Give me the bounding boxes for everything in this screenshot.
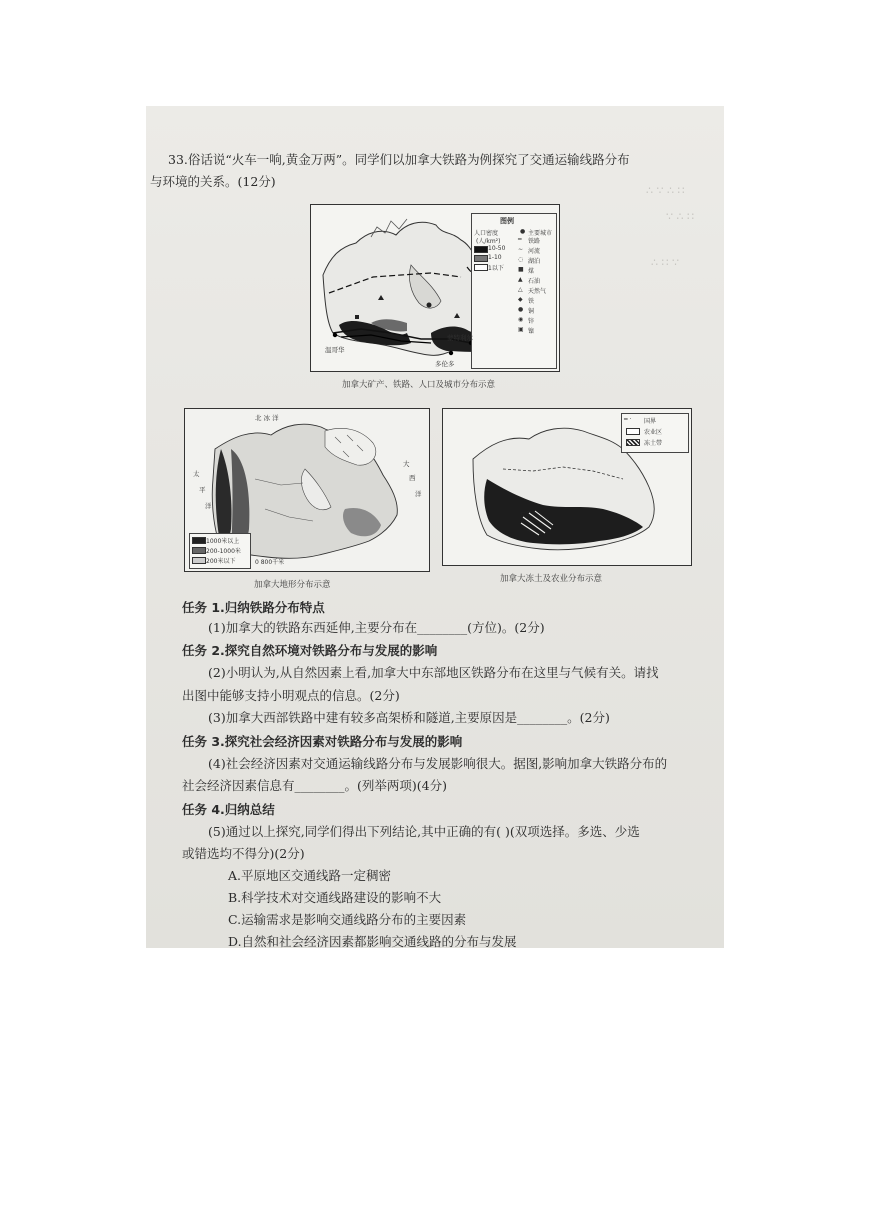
oil-icon: ▲	[518, 276, 523, 283]
sea-label-arctic: 北 冰 洋	[255, 414, 279, 422]
task2-title: 任务 2.探究自然环境对铁路分布与发展的影响	[182, 643, 438, 658]
task2-q2-line1: (2)小明认为,从自然因素上看,加拿大中东部地区铁路分布在这里与气候有关。请找	[208, 665, 659, 680]
elevation-high-swatch	[192, 537, 206, 544]
density-level-2: 1-10	[488, 254, 502, 261]
elevation-low-swatch	[192, 557, 206, 564]
coal-icon: ■	[518, 266, 524, 273]
option-a: A.平原地区交通线路一定稠密	[228, 868, 392, 883]
legend-item: 200-1000米	[206, 548, 241, 555]
task4-title: 任务 4.归纳总结	[182, 802, 275, 817]
legend-title: 图例	[500, 217, 514, 225]
density-level-1: 10-50	[488, 245, 506, 252]
city-label-vancouver: 温哥华	[325, 346, 345, 354]
legend-item: 铁路	[528, 238, 541, 245]
sea-label-pacific-3: 洋	[205, 502, 212, 510]
railway-line-icon: ━	[518, 236, 522, 243]
legend-item: 煤	[528, 268, 535, 275]
map2-caption: 加拿大地形分布示意	[254, 580, 331, 590]
legend-item: 主要城市	[528, 230, 553, 237]
resource-railway-map	[310, 204, 560, 372]
legend-item: 河流	[528, 248, 541, 255]
bleed-through-text: ∴ ∷ ∵	[651, 256, 679, 269]
legend-item: 铜	[528, 308, 535, 315]
density-label: 人口密度	[474, 230, 499, 237]
task3-title: 任务 3.探究社会经济因素对铁路分布与发展的影响	[182, 734, 463, 749]
legend-item: 国界	[644, 418, 657, 425]
task4-q5-line2: 或错选均不得分)(2分)	[182, 846, 305, 861]
map2-legend	[189, 533, 251, 569]
zinc-icon: ◉	[518, 316, 524, 323]
density-swatch-high	[474, 246, 488, 253]
exam-photo	[146, 106, 724, 948]
task4-q5-line1: (5)通过以上探究,同学们得出下列结论,其中正确的有( )(双项选择。多选、少选	[208, 824, 640, 839]
river-icon: ∼	[518, 246, 524, 253]
city-label-toronto: 多伦多	[435, 360, 455, 368]
nickel-icon: ▣	[518, 326, 524, 333]
agri-swatch	[626, 428, 640, 435]
task3-q4-line1: (4)社会经济因素对交通运输线路分布与发展影响很大。据图,影响加拿大铁路分布的	[208, 756, 668, 771]
bleed-through-text: ∵ ∴ ∷	[666, 210, 694, 223]
landform-map	[184, 408, 430, 572]
city-label-montreal: 蒙特利尔	[447, 334, 473, 342]
legend-item: 天然气	[528, 288, 547, 295]
density-swatch-low	[474, 264, 488, 271]
sea-label-atlantic-2: 西	[409, 474, 416, 482]
task2-q3: (3)加拿大西部铁路中建有较多高架桥和隧道,主要原因是________。(2分)	[208, 710, 610, 725]
permafrost-swatch	[626, 439, 640, 446]
map3-caption: 加拿大冻土及农业分布示意	[500, 574, 603, 584]
task1-title: 任务 1.归纳铁路分布特点	[182, 600, 325, 615]
map3-legend	[621, 413, 689, 453]
task3-q4-line2: 社会经济因素信息有________。(列举两项)(4分)	[182, 778, 447, 793]
map2-scale: 0 800千米	[255, 559, 285, 566]
legend-item: 冻土带	[644, 440, 663, 447]
legend-item: 农业区	[644, 429, 663, 436]
copper-icon: ●	[518, 306, 524, 313]
iron-icon: ◆	[518, 296, 523, 303]
legend-item: 锌	[528, 318, 535, 325]
legend-item: 铁	[528, 298, 535, 305]
sea-label-atlantic-3: 洋	[415, 490, 422, 498]
density-level-3: 1以下	[488, 265, 504, 272]
sea-label-atlantic-1: 大	[403, 460, 410, 468]
gas-icon: △	[518, 286, 523, 293]
legend-item: 镍	[528, 328, 535, 335]
border-line-icon: ━ ·	[624, 416, 632, 423]
legend-item: 1000米以上	[206, 538, 240, 545]
option-d: D.自然和社会经济因素都影响交通线路的分布与发展	[228, 934, 517, 948]
option-c: C.运输需求是影响交通线路分布的主要因素	[228, 912, 467, 927]
legend-item: 石油	[528, 278, 541, 285]
density-swatch-mid	[474, 255, 488, 262]
bleed-through-text: ∴ ∵ ∴ ∷	[646, 184, 685, 197]
map1-legend	[471, 213, 557, 369]
task1-q1: (1)加拿大的铁路东西延伸,主要分布在________(方位)。(2分)	[208, 620, 545, 635]
city-marker-icon: ●	[520, 228, 526, 235]
question-stem-line1: 33.俗话说“火车一响,黄金万两”。同学们以加拿大铁路为例探究了交通运输线路分布	[168, 152, 630, 167]
option-b: B.科学技术对交通线路建设的影响不大	[228, 890, 442, 905]
map1-caption: 加拿大矿产、铁路、人口及城市分布示意	[342, 380, 496, 390]
permafrost-agri-map	[442, 408, 692, 566]
sea-label-pacific-1: 太	[193, 470, 200, 478]
legend-item: 湖泊	[528, 258, 541, 265]
task2-q2-line2: 出图中能够支持小明观点的信息。(2分)	[182, 688, 400, 703]
question-stem-line2: 与环境的关系。(12分)	[150, 174, 276, 189]
elevation-mid-swatch	[192, 547, 206, 554]
density-unit: (人/km²)	[476, 238, 501, 245]
sea-label-pacific-2: 平	[199, 486, 206, 494]
legend-item: 200米以下	[206, 558, 236, 565]
lake-icon: ◌	[518, 256, 524, 263]
